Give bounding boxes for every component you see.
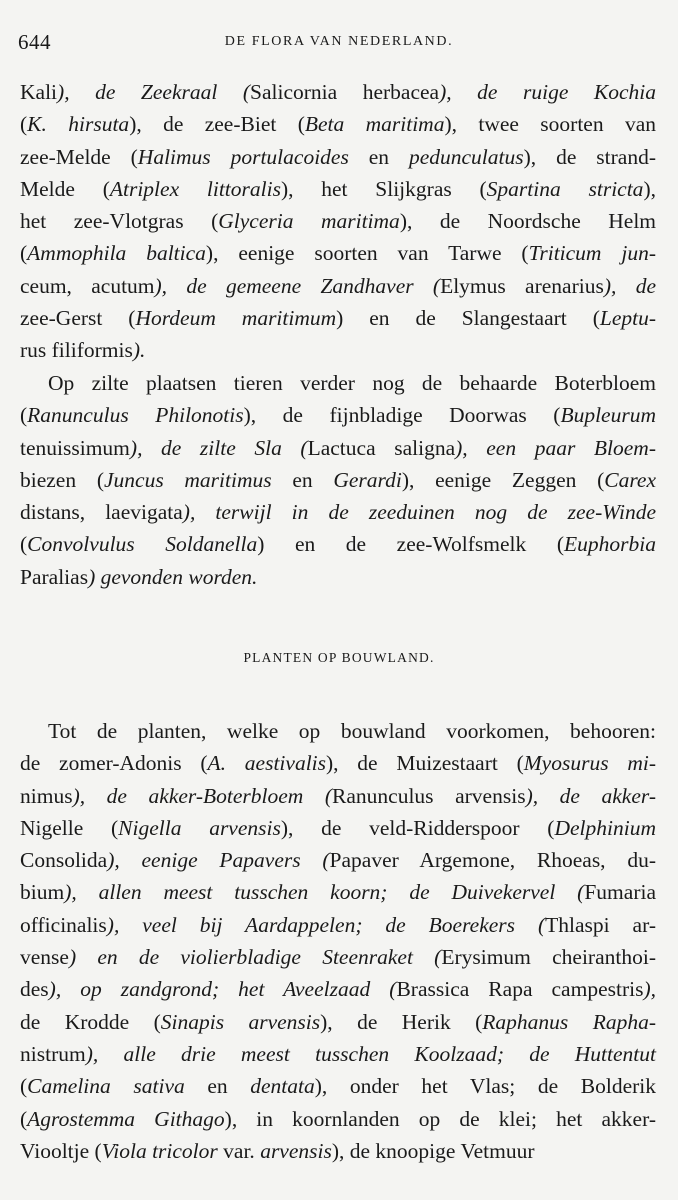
latin-name: pedunculatus (408, 144, 524, 169)
latin-name: Spartina stricta (486, 176, 644, 201)
latin-name: Convolvulus Soldanella (27, 532, 258, 557)
text-line (20, 941, 656, 973)
text-line (20, 237, 656, 269)
text-run: var. (217, 1138, 261, 1163)
text-line (20, 141, 656, 173)
text-run: ), de veld-Ridderspoor ( (280, 815, 555, 840)
text-run: het zee-Vlotgras ( (20, 209, 219, 234)
latin-name: ), de akker- (525, 783, 656, 808)
text-run: Paralias (20, 564, 89, 589)
text-run: ), de Noordsche Helm (399, 209, 657, 234)
text-line (20, 270, 656, 302)
latin-name: Camelina sativa (27, 1074, 185, 1099)
text-line (20, 302, 656, 334)
text-run: Salicornia herbacea (250, 80, 440, 104)
latin-name: ) en de violierbladige Steenraket ( (68, 945, 442, 970)
latin-name: Sinapis arvensis (160, 1009, 321, 1034)
text-run: de Krodde ( (20, 1009, 161, 1034)
text-line (20, 334, 656, 366)
text-run: Erysimum cheiranthoi- (441, 945, 656, 970)
text-line (20, 780, 656, 812)
text-run: nimus (20, 783, 73, 808)
latin-name: Myosurus mi- (523, 751, 656, 776)
text-line (20, 432, 656, 464)
text-run: de zomer-Adonis ( (20, 751, 208, 776)
latin-name: ), een paar Bloem- (455, 435, 656, 460)
latin-name: ), (643, 977, 657, 1002)
text-run: Consolida (20, 848, 108, 873)
latin-name: ), de (603, 273, 656, 298)
text-line (20, 399, 656, 431)
text-run: Fumaria (584, 880, 656, 905)
text-line (20, 464, 656, 496)
text-run: Melde ( (20, 176, 110, 201)
running-head: DE FLORA VAN NEDERLAND. (224, 34, 454, 49)
latin-name: Bupleurum (560, 403, 656, 428)
latin-name: A. aestivalis (207, 751, 327, 776)
text-line (20, 205, 656, 237)
latin-name: Hordeum maritimum (135, 306, 337, 331)
text-run: Op zilte plaatsen tieren verder nog de behaarde Boterbloem (48, 371, 656, 395)
text-run: distans, laevigata (20, 500, 183, 525)
text-run: Nigelle ( (20, 815, 119, 840)
latin-name: ), de zilte Sla ( (129, 435, 308, 460)
latin-name: Viola tricolor (101, 1138, 218, 1163)
text-line (20, 173, 656, 205)
text-run: ( (20, 241, 28, 266)
text-run: ) en de Slangestaart ( (336, 306, 600, 331)
text-line (20, 876, 656, 908)
text-run: ), (643, 176, 656, 201)
text-run: ), de knoopige Vetmuur (331, 1138, 535, 1163)
text-line (20, 844, 656, 876)
latin-name: ), de gemeene Zandhaver ( (154, 273, 441, 298)
text-run: ), onder het Vlas; de Bolderik (314, 1074, 657, 1099)
text-run: ( (20, 1106, 28, 1131)
text-run: Papaver Argemone, Rhoeas, du- (329, 848, 657, 873)
text-line (20, 108, 656, 140)
text-line (20, 1038, 656, 1070)
text-run: ) en de zee-Wolfsmelk ( (257, 532, 565, 557)
latin-name: ), op zandgrond; het Aveelzaad ( (48, 977, 397, 1002)
latin-name: ), allen meest tusschen koorn; de Duivekervel ( (64, 880, 585, 905)
latin-name: ) gevonden worden. (88, 564, 258, 589)
text-run: Lactuca saligna (307, 435, 456, 460)
text-line (20, 747, 656, 779)
latin-name: ), de ruige Kochia (439, 80, 656, 104)
text-run: ), de strand- (523, 144, 656, 169)
text-run: nistrum (20, 1041, 86, 1066)
text-run: ( (20, 532, 28, 557)
text-run: ), de fijnbladige Doorwas ( (243, 403, 561, 428)
text-line (20, 812, 656, 844)
latin-name: Atriplex littoralis (109, 176, 281, 201)
text-line (20, 1070, 656, 1102)
text-run: en (348, 144, 409, 169)
text-run: zee-Melde ( (20, 144, 138, 169)
text-run: officinalis (20, 912, 107, 937)
paragraph-arable-land (20, 715, 656, 1167)
latin-name: Euphorbia (564, 532, 656, 557)
text-line (20, 561, 656, 593)
text-line (20, 1103, 656, 1135)
latin-name: K. hirsuta (27, 112, 130, 137)
text-run: en (271, 467, 334, 492)
text-run: biezen ( (20, 467, 104, 492)
latin-name: Carex (604, 467, 657, 492)
page-number: 644 (18, 30, 51, 54)
latin-name: Ammophila baltica (27, 241, 206, 266)
latin-name: ), de Zeekraal ( (57, 80, 251, 104)
paragraph-coastal-plants (20, 76, 656, 367)
latin-name: Nigella arvensis (118, 815, 281, 840)
text-run: ), in koornlanden op de klei; het akker- (224, 1106, 656, 1131)
text-run: ( (20, 112, 28, 137)
text-run: ), de Muizestaart ( (326, 751, 524, 776)
text-run: Viooltje ( (20, 1138, 102, 1163)
latin-name: ), alle drie meest tusschen Koolzaad; de Huttentut (85, 1041, 656, 1066)
latin-name: Ranunculus Philonotis (27, 403, 244, 428)
latin-name: Halimus portulacoides (137, 144, 349, 169)
latin-name: Beta maritima (304, 112, 445, 137)
text-run: Brassica Rapa campestris (396, 977, 644, 1002)
text-line (20, 909, 656, 941)
text-run: ), het Slijkgras ( (280, 176, 487, 201)
text-line (20, 367, 656, 399)
text-run: ), de zee-Biet ( (129, 112, 305, 137)
text-run: Tot de planten, welke op bouwland voorkomen, behooren: (48, 719, 656, 743)
text-run: ), twee soorten van (444, 112, 656, 137)
latin-name: dentata (250, 1074, 315, 1099)
text-run: zee-Gerst ( (20, 306, 136, 331)
latin-name: ), terwijl in de zeeduinen nog de zee-Winde (182, 500, 656, 525)
text-run: Thlaspi ar- (545, 912, 656, 937)
latin-name: Leptu- (599, 306, 656, 331)
text-line (20, 496, 656, 528)
text-line (20, 528, 656, 560)
text-line (20, 715, 656, 747)
text-line (20, 1135, 656, 1167)
latin-name: Agrostemma Githago (27, 1106, 225, 1131)
page-header (18, 30, 660, 58)
latin-name: ). (132, 338, 146, 363)
text-run: Elymus arenarius (440, 273, 604, 298)
paragraph-salt-places (20, 367, 656, 593)
text-run: ), eenige soorten van Tarwe ( (205, 241, 529, 266)
section-heading: PLANTEN OP BOUWLAND. (243, 650, 435, 665)
text-line (20, 1006, 656, 1038)
latin-name: ), eenige Papavers ( (107, 848, 330, 873)
text-run: ), de Herik ( (320, 1009, 483, 1034)
text-run: Kali (20, 80, 58, 104)
text-run: ceum, acutum (20, 273, 155, 298)
latin-name: Raphanus Rapha- (482, 1009, 656, 1034)
text-run: bium (20, 880, 65, 905)
text-run: Ranunculus arvensis (332, 783, 526, 808)
latin-name: Delphinium (554, 815, 656, 840)
latin-name: Glyceria maritima (218, 209, 400, 234)
text-line (20, 76, 656, 108)
text-run: tenuissimum (20, 435, 130, 460)
latin-name: ), de akker-Boterbloem ( (72, 783, 333, 808)
latin-name: Gerardi (333, 467, 402, 492)
latin-name: arvensis (260, 1138, 332, 1163)
latin-name: Triticum jun- (528, 241, 656, 266)
text-run: ( (20, 403, 28, 428)
text-run: vense (20, 945, 69, 970)
text-run: ( (20, 1074, 28, 1099)
text-run: rus filiformis (20, 338, 133, 363)
text-run: ), eenige Zeggen ( (401, 467, 605, 492)
text-line (20, 973, 656, 1005)
latin-name: ), veel bij Aardappelen; de Boerekers ( (106, 912, 546, 937)
text-run: en (184, 1074, 251, 1099)
latin-name: Juncus maritimus (103, 467, 272, 492)
text-run: des (20, 977, 49, 1002)
